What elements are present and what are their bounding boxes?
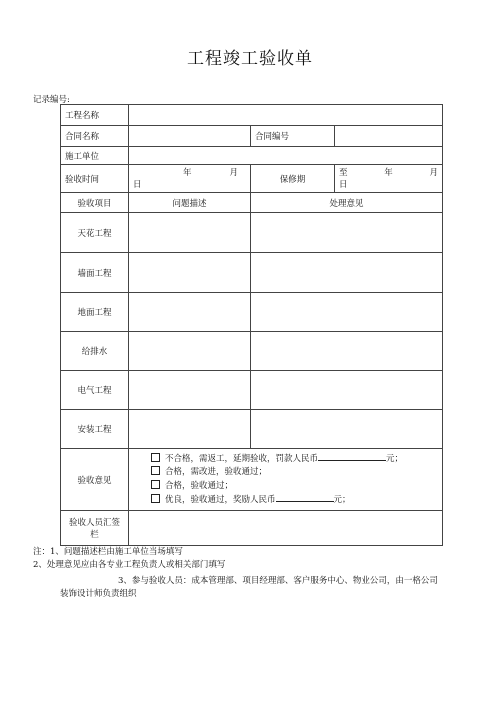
checkbox-icon[interactable] [151, 494, 160, 503]
acceptance-form-table [60, 104, 443, 546]
contract-name-field[interactable] [129, 126, 251, 147]
warranty-year-label: 年 [384, 167, 393, 178]
option-pass-improve[interactable]: 合格，需改进，验收通过； [151, 466, 438, 480]
opinion-field[interactable] [251, 410, 443, 449]
month-label: 月 [229, 167, 238, 178]
signatures-field[interactable] [129, 511, 443, 546]
warranty-day-label: 日 [339, 179, 348, 190]
note-1: 注：1、问题描述栏由施工单位当场填写 [33, 547, 183, 557]
contract-name-label: 合同名称 [61, 126, 129, 147]
note-3-continued: 装饰设计师负责组织 [60, 589, 137, 599]
opinion-field[interactable] [251, 253, 443, 293]
acceptance-time-field[interactable] [129, 165, 251, 193]
issue-field[interactable] [129, 410, 251, 449]
opinion-field[interactable] [251, 332, 443, 371]
project-name-label: 工程名称 [61, 105, 129, 126]
warranty-label: 保修期 [251, 165, 335, 193]
year-label: 年 [183, 167, 192, 178]
note-3: 3、参与验收人员：成本管理部、项目经理部、客户服务中心、物业公司，由一格公司 [118, 576, 438, 586]
opinion-header: 处理意见 [251, 193, 443, 213]
item-label: 给排水 [61, 332, 129, 371]
notes-section [33, 546, 453, 601]
checkbox-icon[interactable] [151, 453, 160, 462]
warranty-month-label: 月 [429, 167, 438, 178]
contract-no-label: 合同编号 [251, 126, 335, 147]
day-label: 日 [133, 179, 142, 190]
contract-no-field[interactable] [335, 126, 443, 147]
issue-field[interactable] [129, 213, 251, 253]
reward-amount-blank[interactable] [276, 493, 334, 502]
issue-field[interactable] [129, 332, 251, 371]
item-header: 验收项目 [61, 193, 129, 213]
checkbox-icon[interactable] [151, 466, 160, 475]
to-label: 至 [339, 167, 348, 178]
project-name-field[interactable] [129, 105, 443, 126]
option-pass[interactable]: 合格，验收通过； [151, 480, 438, 494]
fine-amount-blank[interactable] [318, 452, 386, 461]
item-label: 安装工程 [61, 410, 129, 449]
issue-field[interactable] [129, 253, 251, 293]
issue-field[interactable] [129, 293, 251, 332]
issue-field[interactable] [129, 371, 251, 410]
checkbox-icon[interactable] [151, 480, 160, 489]
item-label: 天花工程 [61, 213, 129, 253]
item-label: 地面工程 [61, 293, 129, 332]
opinion-field[interactable] [251, 213, 443, 253]
construction-unit-label: 施工单位 [61, 147, 129, 165]
warranty-field[interactable] [335, 165, 443, 193]
record-number-label: 记录编号: [33, 95, 70, 105]
issue-header: 问题描述 [129, 193, 251, 213]
opinion-field[interactable] [251, 293, 443, 332]
option-excellent[interactable]: 优良，验收通过，奖励人民币 元； [151, 493, 438, 508]
item-label: 电气工程 [61, 371, 129, 410]
signatures-label: 验收人员汇签栏 [61, 511, 129, 546]
note-2: 2、处理意见应由各专业工程负责人或相关部门填写 [33, 560, 226, 570]
page-title: 工程竣工验收单 [187, 49, 313, 69]
option-fail[interactable]: 不合格，需返工，延期验收，罚款人民币 元； [151, 452, 438, 467]
opinion-field[interactable] [251, 371, 443, 410]
acceptance-opinion-options [129, 449, 443, 511]
construction-unit-field[interactable] [129, 147, 443, 165]
acceptance-opinion-label: 验收意见 [61, 449, 129, 511]
item-label: 墙面工程 [61, 253, 129, 293]
acceptance-time-label: 验收时间 [61, 165, 129, 193]
